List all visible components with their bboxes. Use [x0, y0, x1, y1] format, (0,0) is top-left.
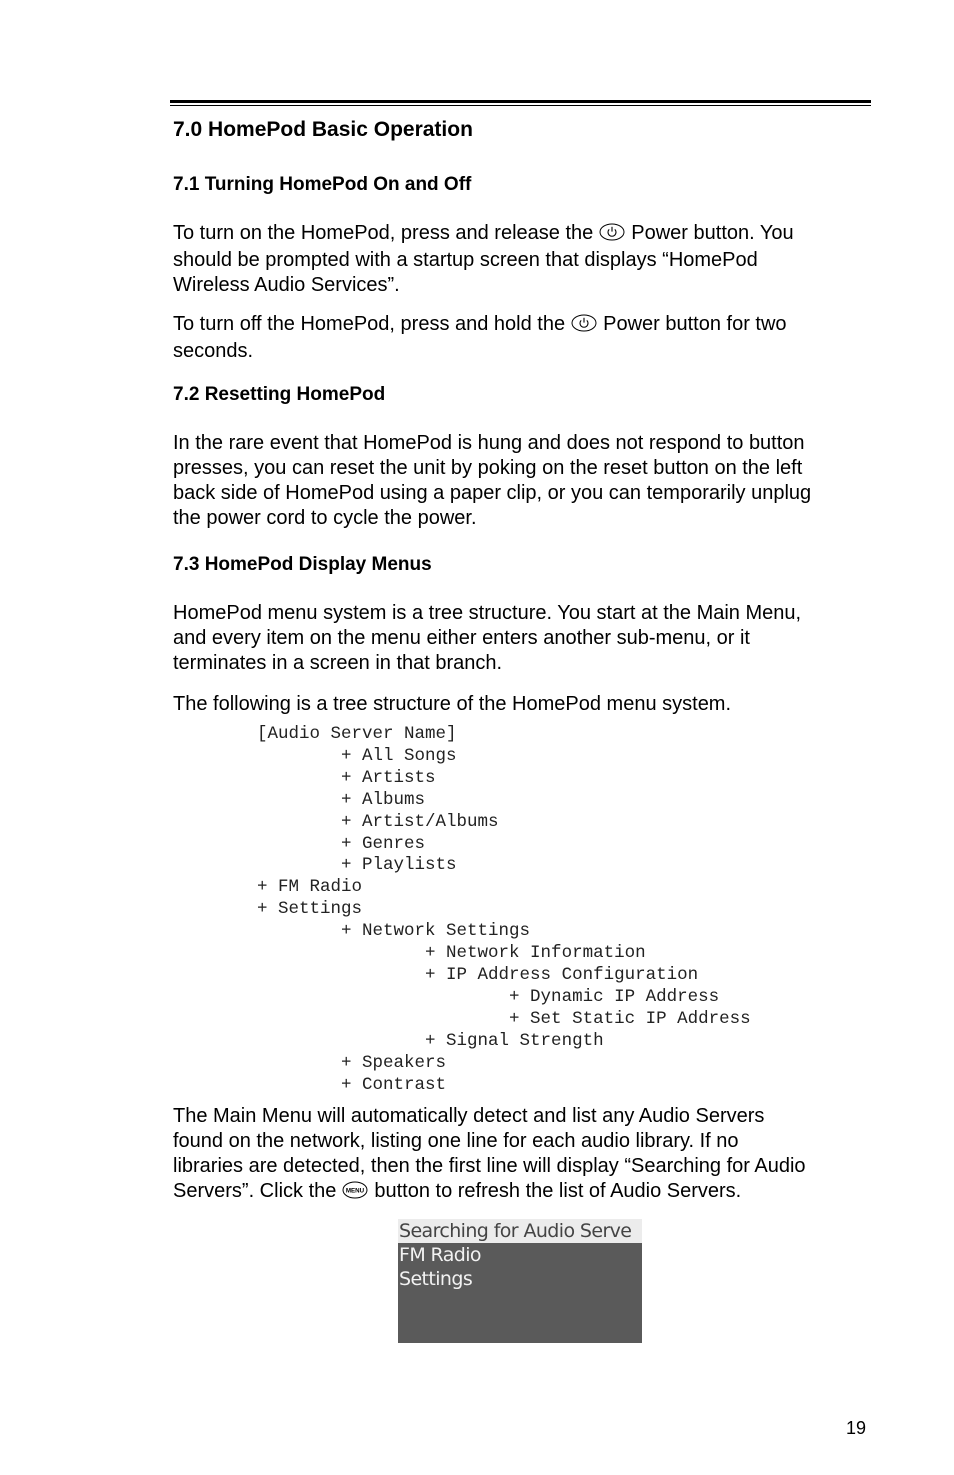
section-heading-7-1: 7.1 Turning HomePod On and Off	[173, 174, 472, 195]
power-button-icon	[571, 314, 597, 339]
page-number: 19	[846, 1418, 867, 1438]
header-rule-thick	[170, 100, 871, 103]
paragraph-menu-intro: HomePod menu system is a tree structure. You start at the Main Menu, and every item on the menu either enters another sub-menu, or it terminates in a screen in that branch.	[173, 602, 802, 674]
tree-item: [Audio Server Name]	[257, 724, 457, 744]
tree-item: + Artist/Albums	[341, 811, 499, 832]
section-heading-7-0: 7.0 HomePod Basic Operation	[173, 118, 473, 141]
menu-tree	[173, 724, 751, 1096]
tree-item: + Speakers	[341, 1052, 447, 1073]
lcd-row-settings: Settings	[399, 1268, 473, 1290]
lcd-row-searching: Searching for Audio Serve	[398, 1219, 642, 1243]
tree-item: + Network Settings	[341, 921, 531, 942]
tree-item: + Set Static IP Address	[509, 1008, 751, 1029]
tree-item: + Contrast	[341, 1074, 447, 1095]
tree-item: + All Songs	[341, 745, 457, 766]
paragraph-tree-intro: The following is a tree structure of the HomePod menu system.	[173, 693, 732, 715]
paragraph-reset: In the rare event that HomePod is hung and does not respond to button presses, you can reset the unit by poking on the reset button on the left back side of HomePod using a paper clip, or you can temporarily unplug the power cord to cycle the power.	[173, 432, 812, 529]
tree-item: + Network Information	[425, 943, 646, 964]
tree-item: + Playlists	[341, 855, 457, 876]
paragraph-main-menu: The Main Menu will automatically detect and list any Audio Servers found on the network, listing one line for each audio library. If no libraries are detected, then the first line will display “Searching for Audio Servers”. Click the MENU button to refresh the list of Audio Servers.	[173, 1104, 873, 1206]
tree-item: + Dynamic IP Address	[509, 986, 720, 1007]
power-button-icon	[599, 223, 625, 248]
menu-icon-text: MENU	[346, 1187, 365, 1195]
paragraph-turn-off: To turn off the HomePod, press and hold the Power button for two seconds.	[173, 313, 787, 362]
tree-item: + FM Radio	[257, 877, 363, 898]
section-heading-7-2: 7.2 Resetting HomePod	[173, 384, 386, 405]
lcd-row-fm-radio: FM Radio	[399, 1244, 481, 1266]
header-rule-thin	[170, 105, 871, 106]
lcd-screen-image	[398, 1219, 642, 1343]
paragraph-turn-on: To turn on the HomePod, press and release the Power button. You should be prompted with a startup screen that displays “HomePod Wireless Audio Services”.	[173, 222, 794, 296]
tree-item: + Settings	[257, 899, 363, 920]
menu-button-icon	[342, 1181, 368, 1206]
tree-item: + Artists	[341, 767, 436, 788]
tree-item: + Albums	[341, 789, 426, 810]
tree-item: + Genres	[341, 833, 426, 854]
tree-item: + IP Address Configuration	[425, 964, 699, 985]
tree-item: + Signal Strength	[425, 1030, 604, 1051]
section-heading-7-3: 7.3 HomePod Display Menus	[173, 554, 432, 575]
